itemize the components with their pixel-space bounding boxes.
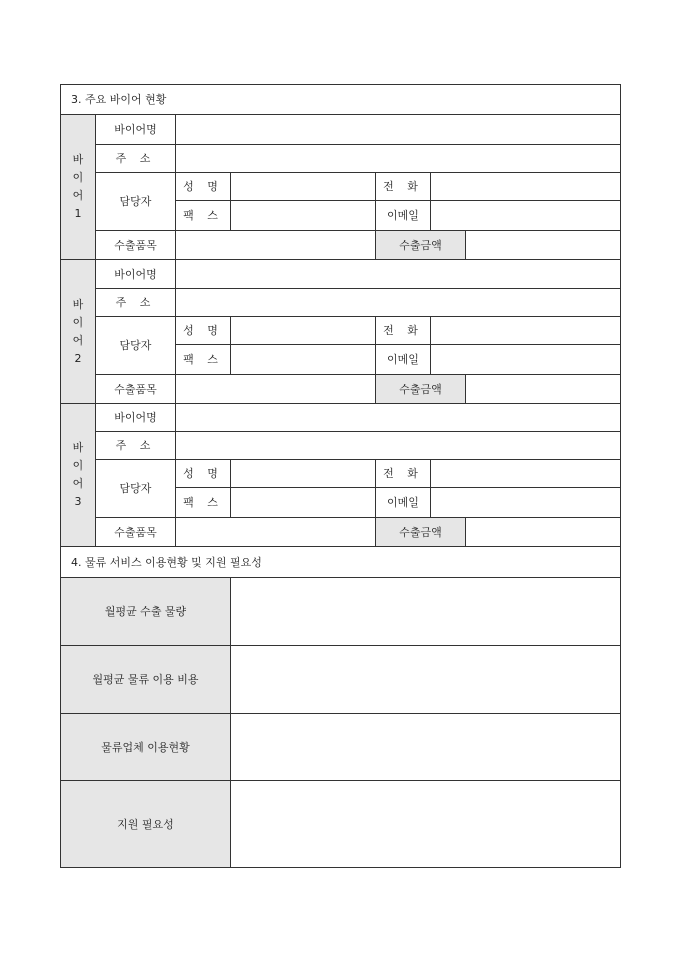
buyer-1-name-label: 바이어명 bbox=[95, 114, 176, 145]
buyer-3-export-items-field[interactable] bbox=[175, 517, 376, 547]
buyer-1-export-items-label: 수출품목 bbox=[95, 230, 176, 260]
buyer-2-person-name-field[interactable] bbox=[230, 316, 376, 345]
buyer-1-fax-label: 팩 스 bbox=[175, 200, 231, 231]
buyer-2-address-field[interactable] bbox=[175, 288, 621, 317]
buyer-1-export-amount-label: 수출금액 bbox=[375, 230, 466, 260]
buyer-3-side-label: 바 이 어 3 bbox=[60, 403, 96, 547]
buyer-2-email-field[interactable] bbox=[430, 344, 621, 375]
buyer-3-fax-field[interactable] bbox=[230, 487, 376, 518]
buyer-1-fax-field[interactable] bbox=[230, 200, 376, 231]
buyer-2-phone-field[interactable] bbox=[430, 316, 621, 345]
buyer-3-contact-label: 담당자 bbox=[95, 459, 176, 518]
section4-title: 4. 물류 서비스 이용현황 및 지원 필요성 bbox=[60, 546, 621, 578]
buyer-1-name-field[interactable] bbox=[175, 114, 621, 145]
buyer-2-fax-label: 팩 스 bbox=[175, 344, 231, 375]
buyer-2-export-amount-field[interactable] bbox=[465, 374, 621, 404]
buyer-3-email-label: 이메일 bbox=[375, 487, 431, 518]
buyer-3-phone-label: 전 화 bbox=[375, 459, 431, 488]
buyer-3-export-amount-label: 수출금액 bbox=[375, 517, 466, 547]
buyer-2-export-items-label: 수출품목 bbox=[95, 374, 176, 404]
monthly-export-volume-label: 월평균 수출 물량 bbox=[60, 577, 231, 646]
buyer-1-export-amount-field[interactable] bbox=[465, 230, 621, 260]
logistics-provider-usage-label: 물류업체 이용현황 bbox=[60, 713, 231, 781]
buyer-3-email-field[interactable] bbox=[430, 487, 621, 518]
buyer-3-address-label: 주 소 bbox=[95, 431, 176, 460]
buyer-3-name-label: 바이어명 bbox=[95, 403, 176, 432]
logistics-provider-usage-field[interactable] bbox=[230, 713, 621, 781]
buyer-1-person-name-field[interactable] bbox=[230, 172, 376, 201]
buyer-1-phone-field[interactable] bbox=[430, 172, 621, 201]
support-necessity-label: 지원 필요성 bbox=[60, 780, 231, 868]
buyer-1-address-label: 주 소 bbox=[95, 144, 176, 173]
buyer-2-contact-label: 담당자 bbox=[95, 316, 176, 375]
buyer-3-phone-field[interactable] bbox=[430, 459, 621, 488]
buyer-3-export-amount-field[interactable] bbox=[465, 517, 621, 547]
buyer-2-email-label: 이메일 bbox=[375, 344, 431, 375]
support-necessity-field[interactable] bbox=[230, 780, 621, 868]
monthly-logistics-cost-field[interactable] bbox=[230, 645, 621, 714]
buyer-3-address-field[interactable] bbox=[175, 431, 621, 460]
buyer-2-export-items-field[interactable] bbox=[175, 374, 376, 404]
buyer-3-person-name-label: 성 명 bbox=[175, 459, 231, 488]
buyer-1-contact-label: 담당자 bbox=[95, 172, 176, 231]
buyer-3-fax-label: 팩 스 bbox=[175, 487, 231, 518]
monthly-export-volume-field[interactable] bbox=[230, 577, 621, 646]
buyer-2-name-label: 바이어명 bbox=[95, 259, 176, 289]
monthly-logistics-cost-label: 월평균 물류 이용 비용 bbox=[60, 645, 231, 714]
buyer-2-side-label: 바 이 어 2 bbox=[60, 259, 96, 404]
buyer-2-fax-field[interactable] bbox=[230, 344, 376, 375]
buyer-1-side-label: 바 이 어 1 bbox=[60, 114, 96, 260]
buyer-3-name-field[interactable] bbox=[175, 403, 621, 432]
buyer-1-address-field[interactable] bbox=[175, 144, 621, 173]
buyer-1-phone-label: 전 화 bbox=[375, 172, 431, 201]
buyer-1-export-items-field[interactable] bbox=[175, 230, 376, 260]
buyer-2-phone-label: 전 화 bbox=[375, 316, 431, 345]
buyer-2-name-field[interactable] bbox=[175, 259, 621, 289]
buyer-1-email-label: 이메일 bbox=[375, 200, 431, 231]
buyer-2-export-amount-label: 수출금액 bbox=[375, 374, 466, 404]
buyer-1-email-field[interactable] bbox=[430, 200, 621, 231]
buyer-3-person-name-field[interactable] bbox=[230, 459, 376, 488]
buyer-1-person-name-label: 성 명 bbox=[175, 172, 231, 201]
section3-title: 3. 주요 바이어 현황 bbox=[60, 84, 621, 115]
buyer-2-address-label: 주 소 bbox=[95, 288, 176, 317]
buyer-3-export-items-label: 수출품목 bbox=[95, 517, 176, 547]
buyer-2-person-name-label: 성 명 bbox=[175, 316, 231, 345]
